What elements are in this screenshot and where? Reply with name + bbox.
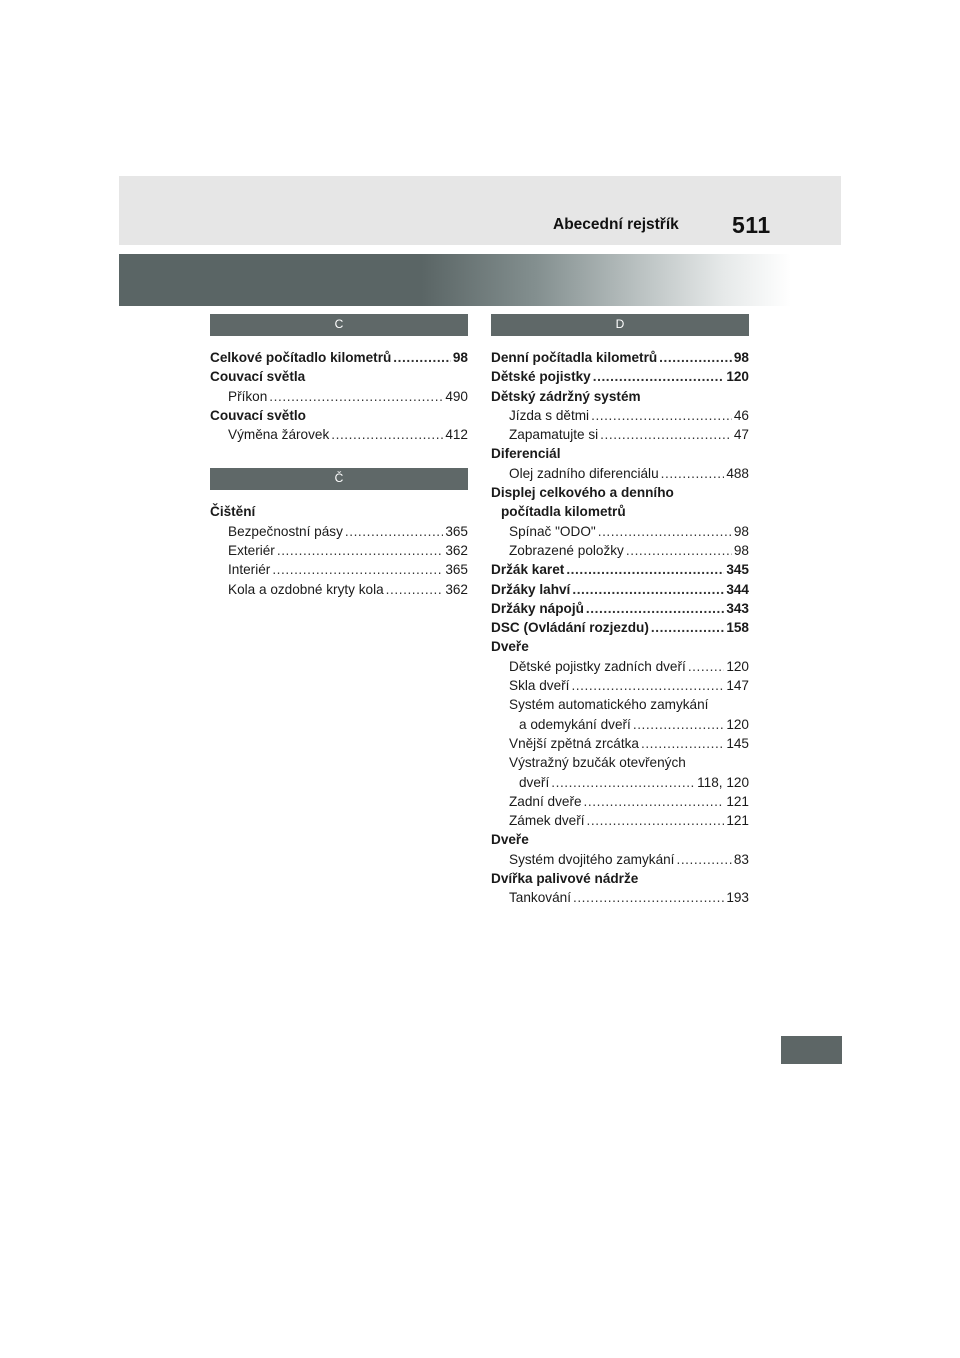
index-entry (491, 444, 749, 463)
decorative-gradient-band (119, 254, 791, 306)
index-entry (210, 387, 468, 406)
leader-dots (571, 676, 724, 695)
index-entry-page: 362 (445, 543, 468, 559)
index-entry-label: Dětský zádržný systém (491, 388, 641, 404)
leader-dots (661, 464, 725, 483)
index-entry (210, 580, 468, 599)
index-entry-label: Dětské pojistky zadních dveří (509, 658, 686, 674)
index-entry (491, 560, 749, 579)
leader-dots (331, 425, 443, 444)
index-entry (491, 618, 749, 637)
index-entry-label: Držáky nápojů (491, 600, 584, 616)
index-entry (491, 850, 749, 869)
leader-dots (676, 850, 731, 869)
leader-dots (393, 348, 451, 367)
index-entry-page: 362 (445, 581, 468, 597)
index-entry (491, 522, 749, 541)
index-entry-page: 365 (445, 523, 468, 539)
leader-dots (591, 406, 732, 425)
index-entry (491, 541, 749, 560)
index-entry (210, 522, 468, 541)
leader-dots (345, 522, 443, 541)
index-column-right (491, 314, 749, 908)
leader-dots (633, 715, 724, 734)
leader-dots (586, 599, 724, 618)
index-entry-page: 488 (726, 465, 749, 481)
leader-dots (551, 773, 695, 792)
index-entry (210, 425, 468, 444)
index-entry-page: 490 (445, 388, 468, 404)
index-entry (491, 425, 749, 444)
leader-dots (688, 657, 725, 676)
index-entry-label: Displej celkového a denního (491, 485, 674, 501)
index-letter-heading: D (491, 314, 749, 336)
index-entry-label: Zobrazené položky (509, 542, 624, 558)
index-entry (210, 502, 468, 521)
index-entry-label: Skla dveří (509, 678, 570, 694)
index-entry-label: a odemykání dveří (519, 716, 631, 732)
index-entry (491, 715, 749, 734)
index-entry-label: Systém dvojitého zamykání (509, 851, 675, 867)
index-entry-label: Kola a ozdobné kryty kola (228, 581, 384, 597)
index-entry (210, 406, 468, 425)
leader-dots (600, 425, 732, 444)
leader-dots (651, 618, 724, 637)
leader-dots (659, 348, 732, 367)
index-entry-label: Příkon (228, 388, 268, 404)
index-entry (491, 599, 749, 618)
index-entry-page: 412 (445, 427, 468, 443)
index-entry-page: 118, 120 (697, 774, 749, 790)
index-entry-label: Dveře (491, 639, 529, 655)
index-entry-page: 120 (726, 716, 749, 732)
leader-dots (626, 541, 732, 560)
index-entry-page: 98 (733, 542, 749, 558)
index-entry-page: 193 (726, 890, 749, 906)
index-entry-page: 98 (733, 523, 749, 539)
index-entry (491, 580, 749, 599)
index-entry (491, 464, 749, 483)
index-entry (491, 753, 749, 772)
index-letter-heading: C (210, 314, 468, 336)
index-entry-page: 98 (452, 350, 468, 365)
index-entry-page: 46 (733, 407, 749, 423)
index-entry-page: 365 (445, 562, 468, 578)
index-entry-label: DSC (Ovládání rozjezdu) (491, 620, 649, 636)
leader-dots (593, 367, 725, 386)
index-entry-label: Exteriér (228, 543, 275, 559)
index-entry (210, 560, 468, 579)
index-entry-label: Olej zadního diferenciálu (509, 465, 659, 481)
index-entry-label: Dvířka palivové nádrže (491, 871, 639, 887)
index-entry-label: Dětské pojistky (491, 369, 591, 385)
leader-dots (572, 580, 724, 599)
leader-dots (641, 734, 724, 753)
index-entry-label: Tankování (509, 890, 571, 906)
index-entry-label: Couvací světlo (210, 407, 306, 423)
leader-dots (598, 522, 732, 541)
index-entry (210, 367, 468, 386)
page-number: 511 (732, 212, 771, 238)
index-entry (491, 676, 749, 695)
index-entry-label: Diferenciál (491, 446, 561, 462)
index-entry (491, 502, 749, 521)
index-entry-label: Výměna žárovek (228, 427, 330, 443)
index-entry-label: Zapamatujte si (509, 427, 599, 443)
index-entry-label: Držák karet (491, 562, 565, 578)
index-entry-page: 121 (726, 813, 749, 829)
index-entry-page: 158 (726, 620, 749, 636)
index-entry-page: 121 (726, 793, 749, 809)
index-entry-page: 145 (726, 735, 749, 751)
index-entry (491, 637, 749, 656)
index-entry-label: Vnější zpětná zrcátka (509, 735, 639, 751)
leader-dots (584, 792, 725, 811)
index-entry (491, 695, 749, 714)
page-title: Abecední rejstřík (553, 216, 679, 233)
leader-dots (566, 560, 724, 579)
index-entry (491, 657, 749, 676)
index-column-left (210, 314, 468, 599)
index-entry-label: Výstražný bzučák otevřených (509, 755, 686, 771)
index-entry (491, 387, 749, 406)
leader-dots (269, 387, 443, 406)
index-entry-page: 98 (733, 350, 749, 365)
index-entry (491, 483, 749, 502)
index-entry-page: 47 (733, 427, 749, 443)
index-entry-label: Dveře (491, 832, 529, 848)
index-entry-label: Jízda s dětmi (509, 407, 590, 423)
index-entry (491, 367, 749, 386)
index-entry-page: 344 (726, 581, 749, 597)
index-entry-page: 147 (726, 678, 749, 694)
leader-dots (386, 580, 444, 599)
index-entry-label: Systém automatického zamykání (509, 697, 709, 713)
index-entry (491, 773, 749, 792)
index-entry (491, 348, 749, 367)
index-entry-label: Celkové počítadlo kilometrů (210, 350, 392, 365)
index-entry (210, 541, 468, 560)
leader-dots (587, 811, 725, 830)
index-entry-page: 120 (726, 369, 749, 385)
index-entry (491, 811, 749, 830)
index-entry-page: 345 (726, 562, 749, 578)
index-entry-label: Zámek dveří (509, 813, 585, 829)
index-entry-label: počítadla kilometrů (501, 504, 626, 520)
index-entry-label: Couvací světla (210, 369, 306, 385)
index-entry-label: dveří (519, 774, 550, 790)
index-entry-label: Čištění (210, 504, 256, 520)
index-entry (491, 830, 749, 849)
index-entry-label: Denní počítadla kilometrů (491, 350, 658, 365)
index-entry-label: Bezpečnostní pásy (228, 523, 343, 539)
index-entry-page: 343 (726, 600, 749, 616)
section-gap (210, 444, 468, 468)
index-entry (491, 888, 749, 907)
leader-dots (277, 541, 443, 560)
leader-dots (573, 888, 724, 907)
leader-dots (272, 560, 443, 579)
index-entry-label: Spínač "ODO" (509, 523, 596, 539)
index-entry (491, 734, 749, 753)
index-entry (491, 406, 749, 425)
index-entry-page: 120 (726, 658, 749, 674)
index-entry-label: Zadní dveře (509, 793, 582, 809)
section-tab-marker (781, 1036, 842, 1064)
index-entry-label: Držáky lahví (491, 581, 571, 597)
index-entry (491, 869, 749, 888)
index-entry (210, 348, 468, 367)
index-entry-page: 83 (733, 851, 749, 867)
index-entry-label: Interiér (228, 562, 271, 578)
index-entry (491, 792, 749, 811)
index-letter-heading: Č (210, 468, 468, 490)
